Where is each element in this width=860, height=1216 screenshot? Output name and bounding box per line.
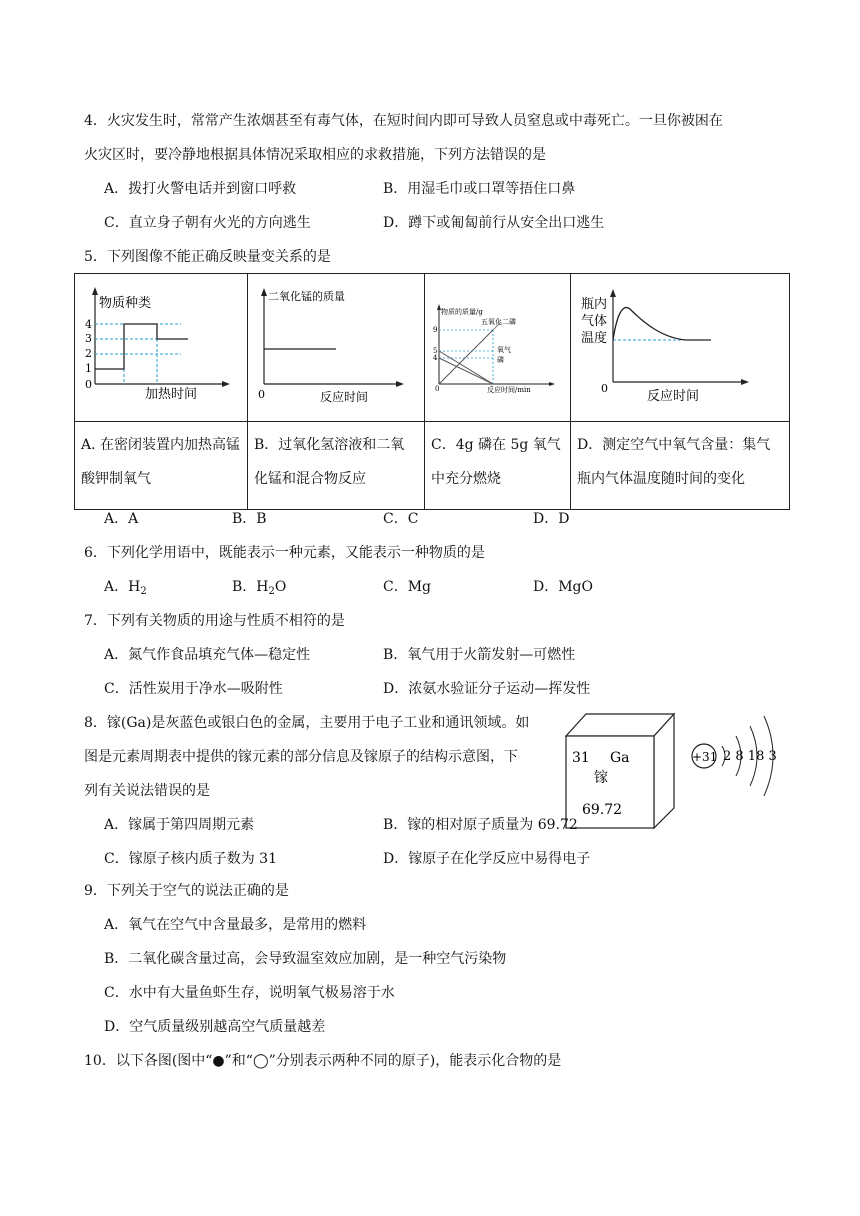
graph-c [425, 274, 570, 417]
q4-stem-line2: 火灾区时，要冷静地根据具体情况采取相应的求救措施，下列方法错误的是 [84, 147, 546, 163]
q6-option-d: D．MgO [533, 579, 593, 595]
graph-d-ylabel-2: 气体 [581, 314, 608, 329]
graph-d [571, 274, 789, 417]
atom-nucleus: +31 [692, 750, 718, 764]
graph-a-tick-3: 3 [85, 332, 92, 345]
graph-b-xlabel: 反应时间 [320, 390, 369, 404]
graph-d-origin: 0 [601, 382, 608, 395]
q9-stem: 9．下列关于空气的说法正确的是 [84, 883, 289, 899]
graph-c-tick-5: 5 [433, 347, 438, 355]
q7-option-a: A．氮气作食品填充气体—稳定性 [104, 647, 311, 663]
element-number: 31 [572, 750, 590, 766]
q5-option-b: B．B [232, 511, 267, 527]
q9-option-a: A．氧气在空气中含量最多，是常用的燃料 [104, 917, 367, 933]
graph-c-cell [425, 274, 571, 422]
atom-shells: 2 8 18 3 [723, 749, 777, 764]
graph-b [248, 274, 424, 417]
graph-c-legend-p2o5: 五氧化二磷 [481, 318, 516, 326]
q6-option-a: A．$H_2$ [104, 579, 147, 597]
q9-option-b: B．二氧化碳含量过高，会导致温室效应加剧，是一种空气污染物 [104, 951, 507, 967]
q9-option-c: C．水中有大量鱼虾生存，说明氧气极易溶于水 [104, 985, 395, 1001]
graph-c-tick-4: 4 [433, 354, 438, 362]
element-mass: 69.72 [582, 802, 623, 818]
element-name: 镓 [594, 770, 608, 786]
q8-option-d: D．镓原子在化学反应中易得电子 [383, 851, 591, 867]
q4-option-a: A．拨打火警电话并到窗口呼救 [104, 181, 297, 197]
q7-option-c: C．活性炭用于净水—吸附性 [104, 681, 283, 697]
q4-option-b: B．用湿毛巾或口罩等捂住口鼻 [383, 181, 576, 197]
graph-a-cell [75, 274, 248, 422]
graph-d-xlabel: 反应时间 [647, 389, 700, 404]
graph-d-ylabel-3: 温度 [581, 331, 608, 346]
q5-caption-a: A. 在密闭装置内加热高锰酸钾制氧气 [75, 422, 248, 510]
q5-stem: 5．下列图像不能正确反映量变关系的是 [84, 249, 331, 265]
graph-c-tick-0: 0 [435, 385, 440, 393]
q6-option-b: B．$H_2O$ [232, 579, 287, 597]
q5-caption-b: B．过氧化氢溶液和二氧化锰和混合物反应 [248, 422, 425, 510]
q7-option-d: D．浓氨水验证分子运动—挥发性 [383, 681, 591, 697]
element-symbol: Ga [610, 750, 630, 766]
q8-stem-line3: 列有关说法错误的是 [84, 783, 210, 799]
graph-a-tick-2: 2 [85, 347, 92, 360]
q10-stem: 10．以下各图(图中“●”和“◯”分别表示两种不同的原子)，能表示化合物的是 [84, 1053, 562, 1069]
graph-a-tick-1: 1 [85, 362, 92, 375]
gallium-atom-diagram [684, 710, 794, 806]
q7-option-b: B．氧气用于火箭发射—可燃性 [383, 647, 576, 663]
gallium-element-card [560, 708, 680, 832]
graph-b-cell [248, 274, 425, 422]
graph-c-ylabel: 物质的质量/g [441, 308, 483, 316]
q8-option-a: A．镓属于第四周期元素 [104, 817, 255, 833]
q8-option-b: B．镓的相对原子质量为 69.72 [383, 817, 578, 833]
q8-option-c: C．镓原子核内质子数为 31 [104, 851, 277, 867]
q5-caption-d: D．测定空气中氧气含量：集气瓶内气体温度随时间的变化 [571, 422, 790, 510]
q6-option-c: C．Mg [383, 579, 432, 595]
graph-b-origin: 0 [258, 388, 265, 401]
graph-a [75, 274, 247, 417]
graph-d-cell [571, 274, 790, 422]
q8-stem-line2: 图是元素周期表中提供的镓元素的部分信息及镓原子的结构示意图，下 [84, 749, 518, 765]
q8-stem-line1: 8．镓(Ga)是灰蓝色或银白色的金属，主要用于电子工业和通讯领域。如 [84, 715, 530, 731]
graph-a-tick-4: 4 [85, 318, 92, 331]
q5-option-c: C．C [383, 511, 419, 527]
q4-option-c: C．直立身子朝有火光的方向逃生 [104, 215, 311, 231]
q5-graph-table [74, 273, 790, 510]
q5-option-d: D．D [533, 511, 570, 527]
q4-stem-line1: 4．火灾发生时，常常产生浓烟甚至有毒气体，在短时间内即可导致人员窒息或中毒死亡。一旦你被困在 [84, 113, 723, 129]
q4-option-d: D．蹲下或匍匐前行从安全出口逃生 [383, 215, 605, 231]
graph-d-ylabel-1: 瓶内 [581, 297, 608, 312]
q6-stem: 6．下列化学用语中，既能表示一种元素，又能表示一种物质的是 [84, 545, 485, 561]
q9-option-d: D．空气质量级别越高空气质量越差 [104, 1019, 326, 1035]
graph-b-ylabel: 二氧化锰的质量 [268, 290, 345, 303]
graph-a-ylabel: 物质种类 [99, 296, 152, 311]
q5-caption-c: C．4g 磷在 5g 氧气中充分燃烧 [425, 422, 571, 510]
q5-option-a: A．A [104, 511, 139, 527]
graph-c-xlabel: 反应时间/min [487, 386, 531, 394]
graph-c-legend-o2: 氧气 [497, 346, 511, 354]
graph-c-legend-p: 磷 [497, 356, 504, 364]
graph-c-tick-9: 9 [433, 326, 438, 334]
q7-stem: 7．下列有关物质的用途与性质不相符的是 [84, 613, 345, 629]
graph-a-xlabel: 加热时间 [145, 387, 198, 402]
graph-a-tick-0: 0 [85, 378, 92, 391]
